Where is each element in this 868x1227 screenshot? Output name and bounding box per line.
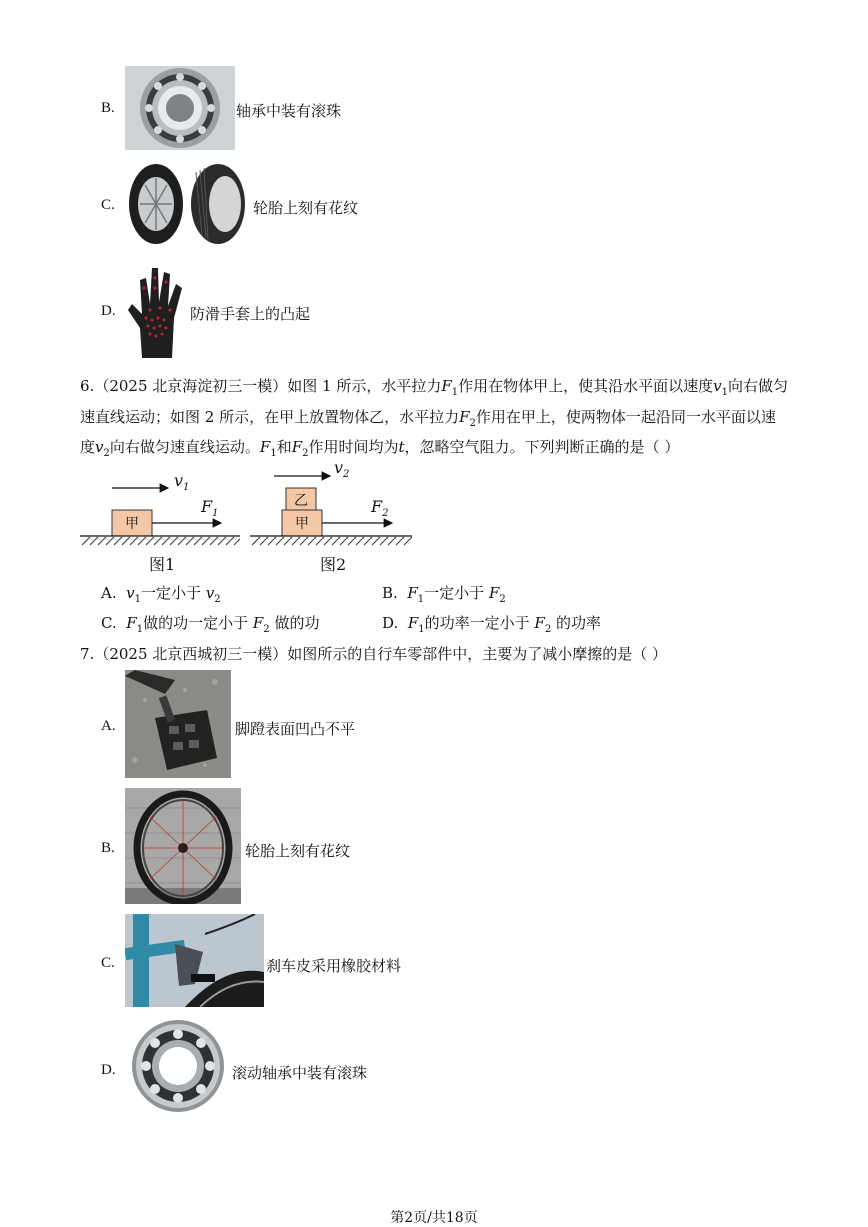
- option-label: C.: [101, 614, 117, 632]
- symbol-v: v: [205, 584, 215, 602]
- symbol-F: F: [291, 438, 303, 456]
- symbol-F: F: [252, 614, 264, 632]
- q7-option-d-text: 滚动轴承中装有滚珠: [232, 1064, 368, 1082]
- symbol-F: F: [534, 614, 545, 632]
- fig1-caption: 图1: [149, 555, 176, 574]
- q6-number: 6.: [80, 377, 95, 395]
- fig2-v: v: [334, 458, 344, 477]
- bike-wheel-icon: [125, 788, 241, 904]
- option-label: D.: [382, 614, 399, 632]
- fig2-caption: 图2: [320, 555, 347, 574]
- subscript: 2: [499, 594, 506, 605]
- q7-option-d-label: D.: [101, 1062, 116, 1078]
- subscript: 2: [302, 448, 309, 459]
- q5-option-b-text: 轴承中装有滚珠: [236, 102, 342, 120]
- q6-text: 度: [80, 438, 96, 456]
- ball-bearing-image: [125, 66, 235, 150]
- option-text: 一定小于: [424, 584, 485, 602]
- q6-text: 向右做匀速直线运动。: [109, 438, 260, 456]
- option-label: B.: [382, 584, 398, 602]
- subscript: 1: [270, 448, 277, 459]
- bike-brake-image: [125, 914, 264, 1007]
- fig2-F-sub: 2: [382, 508, 389, 520]
- tire-tread-icon: [128, 162, 248, 246]
- fig2-F: F: [371, 497, 383, 516]
- q7-option-a-label: A.: [101, 718, 116, 734]
- fig2-bottom-block-label: 甲: [295, 516, 309, 532]
- q7-option-b-text: 轮胎上刻有花纹: [245, 842, 351, 860]
- fig1-v-label: [174, 471, 189, 493]
- q6-source: （2025 北京海淀初三一模）: [94, 377, 288, 395]
- rolling-bearing-icon: [128, 1018, 228, 1114]
- q7-text: 如图所示的自行车零部件中，主要为了减小摩擦的是（ ）: [287, 645, 668, 663]
- symbol-v: v: [95, 438, 104, 456]
- fig2-v-sub: 2: [343, 469, 350, 481]
- symbol-F: F: [259, 438, 271, 456]
- q6-stem-line1: [80, 375, 788, 398]
- q7-option-c-label: C.: [101, 955, 115, 971]
- bike-brake-icon: [125, 914, 264, 1007]
- q5-option-b-label: B.: [101, 100, 115, 116]
- q6-text: 向右做匀: [728, 377, 789, 395]
- fig1-v-sub: 1: [183, 482, 190, 494]
- subscript: 1: [418, 624, 425, 635]
- q6-option-a: [101, 582, 221, 605]
- subscript: 1: [451, 387, 459, 398]
- symbol-t: t: [398, 438, 405, 456]
- tire-image: [128, 162, 248, 246]
- symbol-F: F: [441, 377, 452, 395]
- option-text: 一定小于: [141, 584, 202, 602]
- subscript: 1: [721, 387, 729, 398]
- q6-text: 作用在物体甲上，使其沿水平面以速度: [458, 377, 714, 395]
- q6-text: 作用时间均为: [308, 438, 399, 456]
- page-footer: 第2页/共18页: [390, 1210, 478, 1226]
- q7-source: （2025 北京西城初三一模）: [94, 645, 288, 663]
- q6-option-d: [382, 612, 601, 635]
- subscript: 2: [544, 624, 552, 635]
- fig1-block-label: 甲: [125, 516, 139, 532]
- q6-text: 如图 1 所示，水平拉力: [287, 377, 442, 395]
- option-text: 的功率: [555, 614, 601, 632]
- bike-pedal-icon: [125, 670, 231, 778]
- q6-option-c: [101, 612, 319, 635]
- subscript: 2: [263, 624, 270, 635]
- symbol-F: F: [459, 408, 470, 426]
- subscript: 2: [103, 448, 110, 459]
- q7-option-c-text: 刹车皮采用橡胶材料: [266, 957, 402, 975]
- q7-stem: [80, 643, 667, 664]
- fig2-f-label: [371, 497, 388, 519]
- option-text: 做的功一定小于: [143, 614, 249, 632]
- symbol-F: F: [126, 614, 137, 632]
- subscript: 2: [469, 418, 476, 429]
- q6-stem-line3: [80, 436, 679, 459]
- symbol-F: F: [488, 584, 500, 602]
- symbol-v: v: [713, 377, 722, 395]
- q7-option-a-text: 脚蹬表面凹凸不平: [235, 720, 356, 738]
- fig2-top-block-label: 乙: [294, 493, 308, 509]
- fig1-f-label: [201, 497, 218, 519]
- q6-option-b: [382, 582, 506, 605]
- q6-text: ，忽略空气阻力。下列判断正确的是（ ）: [404, 438, 680, 456]
- q6-stem-line2: [80, 406, 776, 429]
- q6-text: 作用在甲上，使两物体一起沿同一水平面以速: [475, 408, 776, 426]
- q5-option-d-text: 防滑手套上的凸起: [190, 305, 311, 323]
- q7-number: 7.: [80, 645, 95, 663]
- bike-pedal-image: [125, 670, 231, 778]
- symbol-v: v: [126, 584, 135, 602]
- symbol-F: F: [407, 584, 418, 602]
- subscript: 1: [136, 624, 144, 635]
- bike-wheel-image: [125, 788, 241, 904]
- rolling-bearing-image: [128, 1018, 228, 1114]
- option-label: A.: [101, 584, 117, 602]
- q5-option-c-label: C.: [101, 197, 115, 213]
- option-text: 的功率一定小于: [424, 614, 530, 632]
- subscript: 1: [417, 594, 425, 605]
- symbol-F: F: [407, 614, 419, 632]
- ball-bearing-icon: [125, 66, 235, 150]
- fig1-F-sub: 1: [212, 508, 219, 520]
- q7-option-b-label: B.: [101, 840, 115, 856]
- q6-text: 和: [276, 438, 292, 456]
- anti-slip-glove-icon: [124, 258, 188, 360]
- subscript: 2: [214, 594, 221, 605]
- option-text: 做的功: [274, 614, 320, 632]
- q5-option-c-text: 轮胎上刻有花纹: [253, 199, 359, 217]
- glove-image: [124, 258, 188, 360]
- q5-option-d-label: D.: [101, 303, 116, 319]
- fig1-F: F: [201, 497, 213, 516]
- fig1-v: v: [174, 471, 184, 490]
- q6-text: 速直线运动；如图 2 所示，在甲上放置物体乙，水平拉力: [80, 408, 460, 426]
- subscript: 1: [134, 594, 142, 605]
- fig2-v-label: [334, 458, 349, 480]
